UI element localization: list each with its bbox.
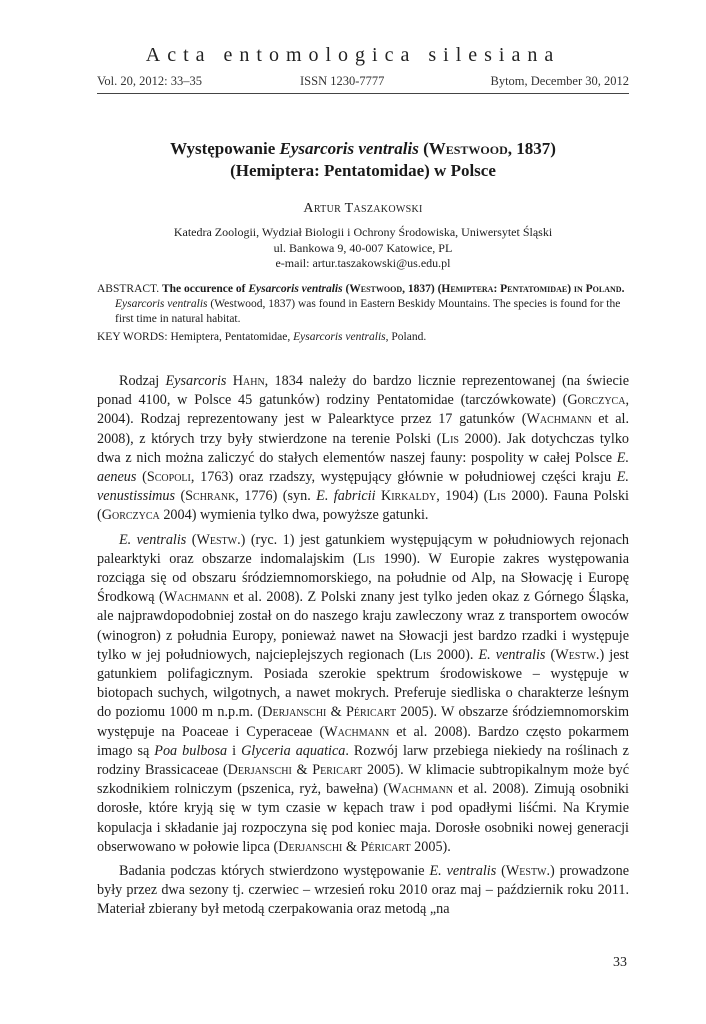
place-date: Bytom, December 30, 2012 [490, 74, 629, 88]
header-rule [97, 93, 629, 94]
abstract-title: The occurence of Eysarcoris ventralis (Westwood, 1837) (Hemiptera: Pentatomidae) in Poland. [161, 283, 625, 295]
issn: ISSN 1230-7777 [300, 74, 385, 88]
article-title [97, 138, 629, 182]
address-line: ul. Bankowa 9, 40-007 Katowice, PL [273, 240, 453, 255]
paragraph-1: Rodzaj Eysarcoris Hahn, 1834 należy do bardzo licznie reprezentowanej (na świecie ponad 4100, w Polsce 45 gatunków) rodziny Pentatomidae (tarczówkowate) (Gorczyca, 2004). Rodzaj reprezentowany jest w Palearktyce przez 17 gatunków (Wachmann et al. 2008), z których trzy były stwierdzone na terenie Polski (Lis 2000). Jak dotychczas tylko dwa z nich można zaliczyć do stałych elementów naszej fauny: pospolity w całej Polsce E. aeneus (Scopoli, 1763) oraz rzadszy, występujący głównie w południowej części kraju E. venustissimus (Schrank, 1776) (syn. E. fabricii Kirkaldy, 1904) (Lis 2000). Fauna Polski (Gorczyca 2004) wymienia tylko dwa, powyższe gatunki. [97, 373, 630, 524]
journal-title: Acta entomologica silesiana [145, 44, 561, 66]
abstract-text: Eysarcoris ventralis (Westwood, 1837) was found in Eastern Beskidy Mountains. The species is found for the first time in natural habitat. [115, 298, 621, 325]
author-name: Artur Taszakowski [303, 201, 423, 216]
title-authority: (Westwood, 1837) [418, 139, 556, 158]
affiliation [97, 225, 629, 272]
page-number: 33 [613, 955, 627, 970]
abstract [97, 282, 629, 327]
title-text: Występowanie [170, 139, 280, 158]
abstract-label: ABSTRACT. [97, 283, 162, 295]
email-line[interactable]: e-mail: artur.taszakowski@us.edu.pl [275, 256, 451, 270]
keywords: KEY WORDS: Hemiptera, Pentatomidae, Eysarcoris ventralis, Poland. [97, 331, 427, 343]
paragraph-2: E. ventralis (Westw.) (ryc. 1) jest gatunkiem występującym w południowych rejonach palearktyki oraz obszarze indomalajskim (Lis 1990). W Europie zakres występowania rozciąga się od obszaru śródziemnomorskiego, na południe od Alp, na Słowację i Europę Środkową (Wachmann et al. 2008). Z Polski znany jest tylko jeden okaz z Górnego Śląska, ale najprawdopodobniej został on do naszego kraju zawleczony wraz z transportem owoców (winogron) z południa Europy, ponieważ nawet na Słowacji jest bardzo rzadki i występuje tylko w jej południowych, najcieplejszych regionach (Lis 2000). E. ventralis (Westw.) jest gatunkiem polifagicznym. Posiada szerokie spektrum środowiskowe – występuje w biotopach suchych, wilgotnych, a nawet mokrych. Preferuje siedliska o charakterze leśnym do poziomu 1000 m n.p.m. (Derjanschi & Péricart 2005). W obszarze śródziemnomorskim występuje na Poaceae i Cyperaceae (Wachmann et al. 2008). Bardzo często pokarmem imago są Poa bulbosa i Glyceria aquatica. Rozwój larw przebiega niekiedy na roślinach z rodziny Brassicaceae (Derjanschi & Pericart 2005). W klimacie subtropikalnym może być szkodnikiem rolniczym (pszenica, ryż, bawełna) (Wachmann et al. 2008). Zimują osobniki dorosłe, które kryją się w tym czasie w kępach traw i pod opadłymi liśćmi. Na Krymie kopulacja i składanie jaj rozpoczyna się pod koniec maja. Dorosłe osobniki nowej generacji obserwowano w połowie lipca (Derjanschi & Péricart 2005). [97, 531, 629, 855]
title-line2: (Hemiptera: Pentatomidae) w Polsce [230, 161, 496, 180]
volume-info: Vol. 20, 2012: 33–35 [97, 74, 202, 88]
article-body [97, 372, 629, 925]
affiliation-line: Katedra Zoologii, Wydział Biologii i Ochrony Środowiska, Uniwersytet Śląski [173, 225, 553, 239]
paragraph-3: Badania podczas których stwierdzono występowanie E. ventralis (Westw.) prowadzone były przez dwa sezony tj. czerwiec – wrzesień roku 2010 oraz maj – październik roku 2011. Materiał zbierany był metodą czerpakowania oraz metodą „na [97, 863, 629, 918]
keywords-label: KEY WORDS: [97, 331, 171, 343]
title-species: Eysarcoris ventralis [279, 139, 419, 158]
